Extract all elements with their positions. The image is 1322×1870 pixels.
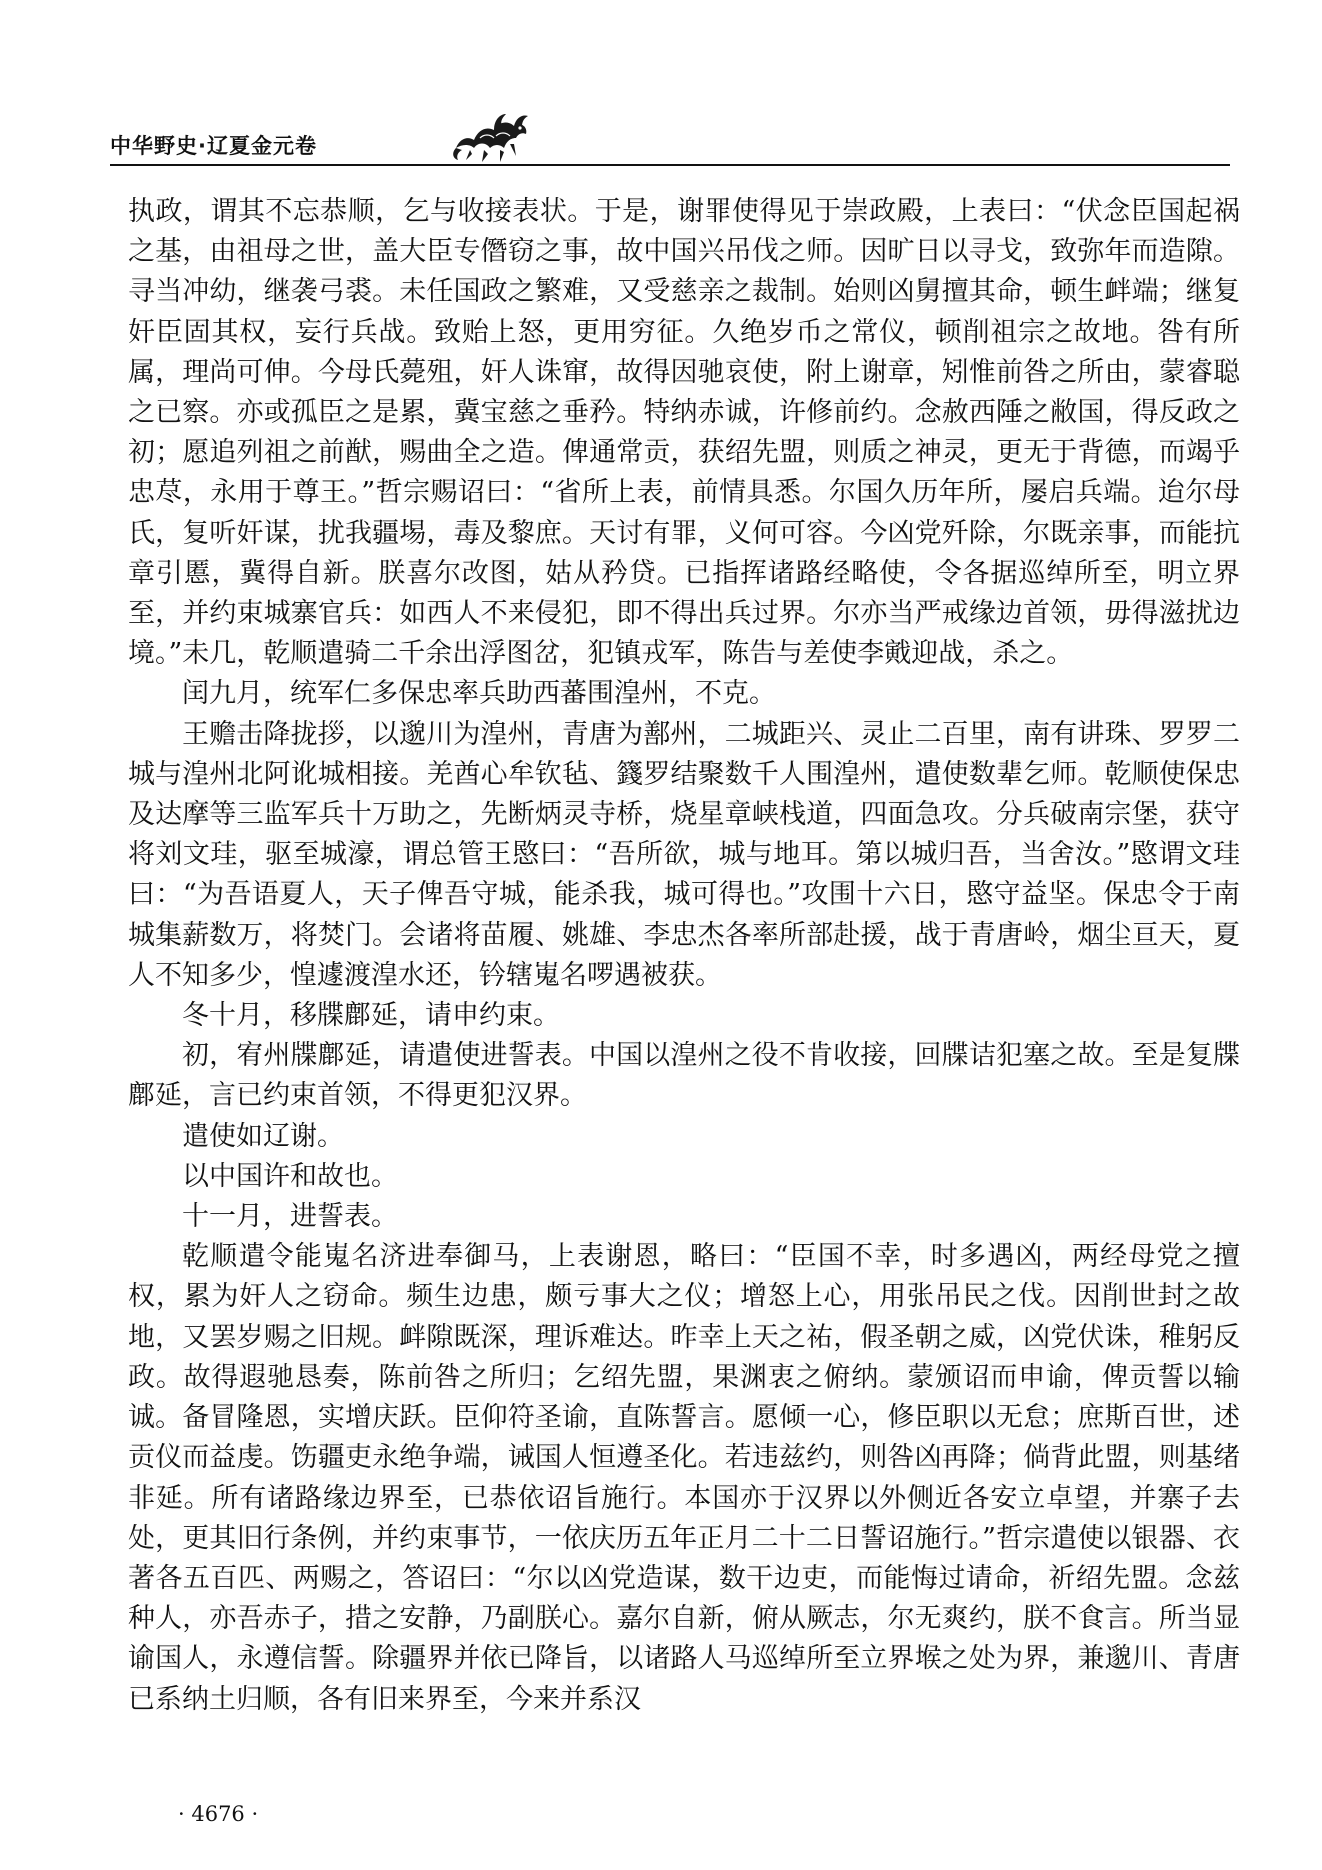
dragon-ornament-icon — [450, 108, 532, 164]
paragraph: 初，宥州牒鄜延，请遣使进誓表。中国以湟州之役不肯收接，回牒诘犯塞之故。至是复牒鄜延，言已约束首领，不得更犯汉界。 — [128, 1040, 1240, 1112]
header-title: 中华野史·辽夏金元卷 — [110, 134, 317, 158]
paragraph: 以中国许和故也。 — [182, 1160, 398, 1192]
running-header — [110, 108, 540, 164]
paragraph: 遣使如辽谢。 — [182, 1120, 344, 1152]
body-text — [128, 192, 1240, 1720]
page-number: · 4676 · — [178, 1802, 259, 1826]
paragraph: 冬十月，移牒鄜延，请申约束。 — [182, 1000, 560, 1032]
header-rule — [110, 164, 1230, 166]
paragraph: 闰九月，统军仁多保忠率兵助西蕃围湟州，不克。 — [182, 678, 776, 710]
paragraph: 王赡击降拢拶，以邈川为湟州，青唐为鄯州，二城距兴、灵止二百里，南有讲珠、罗罗二城与湟州北阿讹城相接。羌酋心牟钦毡、籛罗结聚数千人围湟州，遣使数辈乞师。乾顺使保忠及达摩等三监军兵十万助之，先断炳灵寺桥，烧星章峡栈道，四面急攻。分兵破南宗堡，获守将刘文珪，驱至城濠，谓总管王愍曰：“吾所欲，城与地耳。第以城归吾，当舍汝。”愍谓文珪曰：“为吾语夏人，天子俾吾守城，能杀我，城可得也。”攻围十六日，愍守益坚。保忠令于南城集薪数万，将焚门。会诸将苗履、姚雄、李忠杰各率所部赴援，战于青唐岭，烟尘亘天，夏人不知多少，惶遽渡湟水还，钤辖嵬名啰遇被获。 — [128, 718, 1240, 991]
paragraph: 十一月，进誓表。 — [182, 1201, 398, 1233]
paragraph: 执政，谓其不忘恭顺，乞与收接表状。于是，谢罪使得见于崇政殿，上表曰：“伏念臣国起祸之基，由祖母之世，盖大臣专僭窃之事，故中国兴吊伐之师。因旷日以寻戈，致弥年而造隙。寻当冲幼，继袭弓裘。未任国政之繁难，又受慈亲之裁制。始则凶舅擅其命，顿生衅端；继复奸臣固其权，妄行兵战。致贻上怒，更用穷征。久绝岁币之常仪，顿削祖宗之故地。咎有所属，理尚可伸。今母氏薨殂，奸人诛窜，故得因驰哀使，附上谢章，矧惟前咎之所由，蒙睿聪之已察。亦或孤臣之是累，冀宝慈之垂矜。特纳赤诚，许修前约。念赦西陲之敝国，得反政之初；愿追列祖之前猷，赐曲全之造。俾通常贡，获绍先盟，则质之神灵，更无于背德，而竭乎忠荩，永用于尊王。”哲宗赐诏曰：“省所上表，前情具悉。尔国久历年所，屡启兵端。迨尔母氏，复听奸谋，扰我疆埸，毒及黎庶。天讨有罪，义何可容。今凶党歼除，尔既亲事，而能抗章引慝，冀得自新。朕喜尔改图，姑从矜贷。已指挥诸路经略使，令各据巡绰所至，明立界至，并约束城寨官兵：如西人不来侵犯，即不得出兵过界。尔亦当严戒缘边首领，毋得滋扰边境。”未几，乾顺遣骑二千余出浮图岔，犯镇戎军，陈告与差使李戭迎战，杀之。 — [128, 196, 1240, 670]
paragraph: 乾顺遣令能嵬名济进奉御马，上表谢恩，略曰：“臣国不幸，时多遇凶，两经母党之擅权，累为奸人之窃命。频生边患，颇亏事大之仪；增怒上心，用张吊民之伐。因削世封之故地，又罢岁赐之旧规。衅隙既深，理诉难达。昨幸上天之祐，假圣朝之威，凶党伏诛，稚躬反政。故得遐驰恳奏，陈前咎之所归；乞绍先盟，果渊衷之俯纳。蒙颁诏而申谕，俾贡誓以输诚。备冒隆恩，实增庆跃。臣仰符圣谕，直陈誓言。愿倾一心，修臣职以无怠；庶斯百世，述贡仪而益虔。饬疆吏永绝争端，诫国人恒遵圣化。若违兹约，则咎凶再降；倘背此盟，则基绪非延。所有诸路缘边界至，已恭依诏旨施行。本国亦于汉界以外侧近各安立卓望，并寨子去处，更其旧行条例，并约束事节，一依庆历五年正月二十二日誓诏施行。”哲宗遣使以银器、衣著各五百匹、两赐之，答诏曰：“尔以凶党造谋，数干边吏，而能悔过请命，祈绍先盟。念兹种人，亦吾赤子，措之安静，乃副朕心。嘉尔自新，俯从厥志，尔无爽约，朕不食言。所当显谕国人，永遵信誓。除疆界并依已降旨，以诸路人马巡绰所至立界堠之处为界，兼邈川、青唐已系纳土归顺，各有旧来界至，今来并系汉 — [128, 1241, 1240, 1715]
